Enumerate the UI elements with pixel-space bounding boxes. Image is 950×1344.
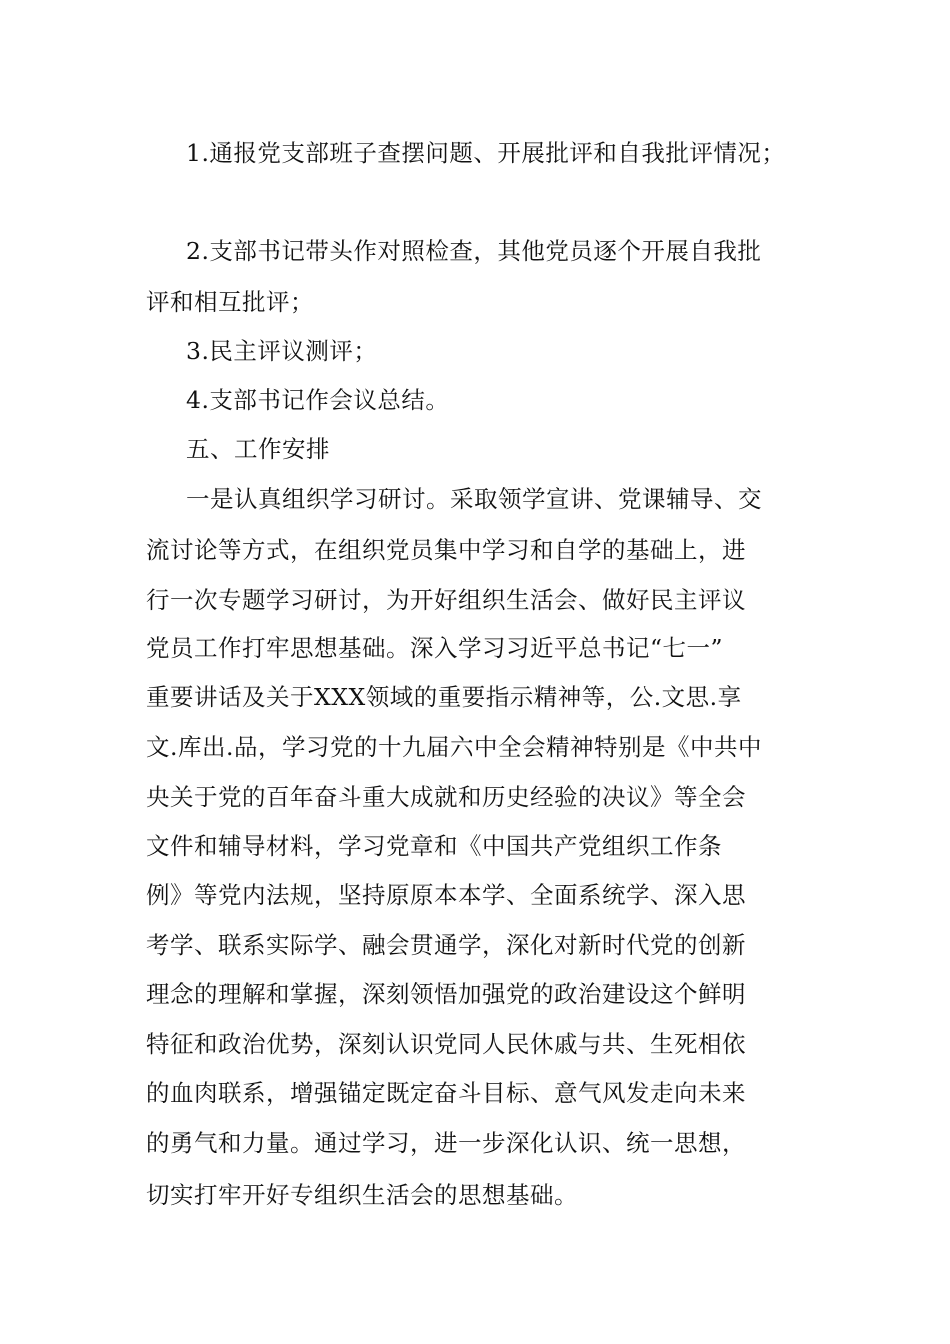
paragraph-item-2-line-1: 2.支部书记带头作对照检查，其他党员逐个开展自我批 xyxy=(186,237,762,265)
body-paragraph-line: 理念的理解和掌握，深刻领悟加强党的政治建设这个鲜明 xyxy=(146,980,746,1008)
body-paragraph-line: 考学、联系实际学、融会贯通学，深化对新时代党的创新 xyxy=(146,931,746,959)
body-paragraph-line: 流讨论等方式，在组织党员集中学习和自学的基础上，进 xyxy=(146,536,746,564)
body-paragraph-line: 央关于党的百年奋斗重大成就和历史经验的决议》等全会 xyxy=(146,783,746,811)
body-paragraph-line: 切实打牢开好专组织生活会的思想基础。 xyxy=(146,1181,578,1209)
body-paragraph-line: 党员工作打牢思想基础。深入学习习近平总书记“七一” xyxy=(146,634,724,662)
paragraph-item-2-line-2: 评和相互批评； xyxy=(146,288,314,316)
body-paragraph-line: 特征和政治优势，深刻认识党同人民休戚与共、生死相依 xyxy=(146,1030,746,1058)
paragraph-item-1: 1.通报党支部班子查摆问题、开展批评和自我批评情况； xyxy=(186,139,786,167)
body-paragraph-line: 行一次专题学习研讨，为开好组织生活会、做好民主评议 xyxy=(146,586,746,614)
body-paragraph-line: 的血肉联系，增强锚定既定奋斗目标、意气风发走向未来 xyxy=(146,1079,746,1107)
body-paragraph-line: 文.库出.品，学习党的十九届六中全会精神特别是《中共中 xyxy=(146,733,762,761)
paragraph-item-3: 3.民主评议测评； xyxy=(186,337,378,365)
body-paragraph-line: 例》等党内法规，坚持原原本本学、全面系统学、深入思 xyxy=(146,881,746,909)
body-paragraph-line: 一是认真组织学习研讨。采取领学宣讲、党课辅导、交 xyxy=(186,485,762,513)
paragraph-item-4: 4.支部书记作会议总结。 xyxy=(186,386,450,414)
body-paragraph-line: 重要讲话及关于XXX领域的重要指示精神等，公.文思.享 xyxy=(146,683,742,711)
section-heading: 五、工作安排 xyxy=(186,435,330,463)
body-paragraph-line: 的勇气和力量。通过学习，进一步深化认识、统一思想， xyxy=(146,1129,746,1157)
body-paragraph-line: 文件和辅导材料，学习党章和《中国共产党组织工作条 xyxy=(146,832,722,860)
